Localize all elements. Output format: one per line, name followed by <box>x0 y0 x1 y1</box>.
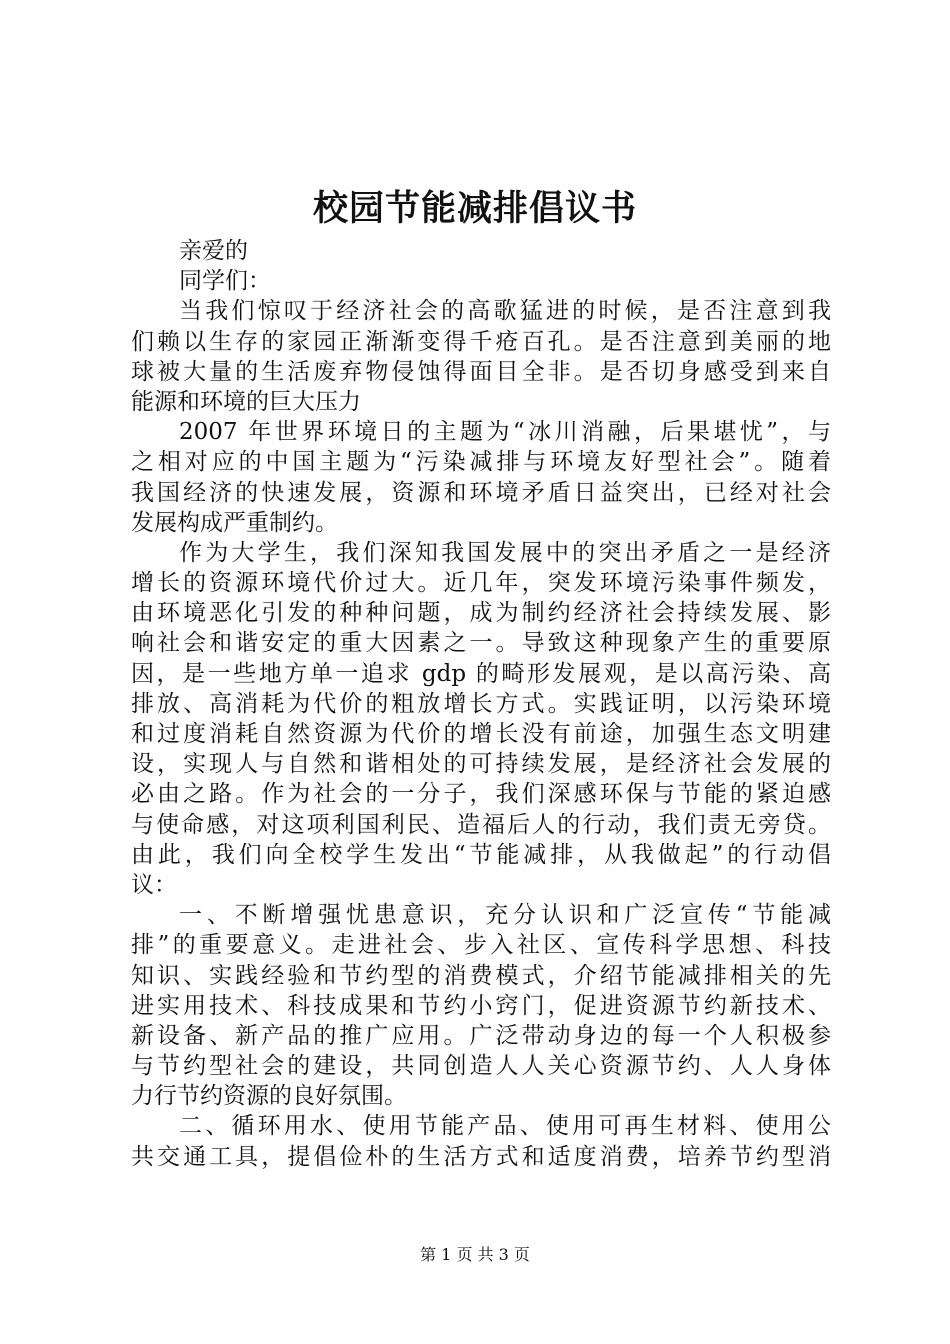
paragraph-line: 增长的资源环境代价过大。近几年，突发环境污染事件频发， <box>131 570 831 597</box>
paragraph-line: 与节约型社会的建设，共同创造人人关心资源节约、人人身体 <box>131 1053 831 1080</box>
paragraph-line: 2007 年世界环境日的主题为“冰川消融，后果堪忧”，与 <box>179 419 831 446</box>
paragraph-line: 和过度消耗自然资源为代价的增长没有前途，加强生态文明建 <box>131 721 831 747</box>
document-title: 校园节能减排倡议书 <box>312 188 637 229</box>
paragraph-line: 作为大学生，我们深知我国发展中的突出矛盾之一是经济 <box>179 539 831 566</box>
paragraph-line: 球被大量的生活废弃物侵蚀得面目全非。是否切身感受到来自 <box>131 358 831 385</box>
paragraph-line: 力行节约资源的良好氛围。 <box>131 1083 407 1110</box>
paragraph-line: 由此，我们向全校学生发出“节能减排，从我做起”的行动倡 <box>131 841 831 868</box>
paragraph-line: 进实用技术、科技成果和节约小窍门，促进资源节约新技术、 <box>131 992 831 1019</box>
paragraph-line: 之相对应的中国主题为“污染减排与环境友好型社会”。随着 <box>131 449 831 476</box>
paragraph-line: 排”的重要意义。走进社会、步入社区、宣传科学思想、科技 <box>131 932 831 959</box>
document-body <box>131 236 831 1172</box>
paragraph-line: 设，实现人与自然和谐相处的可持续发展，是经济社会发展的 <box>131 751 831 778</box>
paragraph-line: 与使命感，对这项利国利民、造福后人的行动，我们责无旁贷。 <box>131 811 831 838</box>
paragraph-line: 由环境恶化引发的种种问题，成为制约经济社会持续发展、影 <box>131 600 831 627</box>
paragraph-line: 新设备、新产品的推广应用。广泛带动身边的每一个人积极参 <box>131 1022 831 1049</box>
page-footer: 第 1 页 共 3 页 <box>420 1245 530 1264</box>
paragraph-line: 当我们惊叹于经济社会的高歌猛进的时候，是否注意到我 <box>179 298 831 325</box>
paragraph-line: 知识、实践经验和节约型的消费模式，介绍节能减排相关的先 <box>131 962 831 989</box>
paragraph-line: 我国经济的快速发展，资源和环境矛盾日益突出，已经对社会 <box>131 479 831 506</box>
paragraph-line: 必由之路。作为社会的一分子，我们深感环保与节能的紧迫感 <box>131 781 831 808</box>
paragraph-line: 共交通工具，提倡俭朴的生活方式和适度消费，培养节约型消 <box>131 1143 831 1170</box>
paragraph-line: 响社会和谐安定的重大因素之一。导致这种现象产生的重要原 <box>131 630 831 657</box>
paragraph-line: 亲爱的 <box>179 238 248 264</box>
paragraph-line: 议： <box>131 871 177 898</box>
paragraph-line: 们赖以生存的家园正渐渐变得千疮百孔。是否注意到美丽的地 <box>131 328 831 355</box>
paragraph-line: 一、不断增强忧患意识，充分认识和广泛宣传“节能减 <box>179 902 831 929</box>
paragraph-line: 二、循环用水、使用节能产品、使用可再生材料、使用公 <box>179 1113 831 1140</box>
paragraph-line: 因，是一些地方单一追求 gdp 的畸形发展观，是以高污染、高 <box>131 660 831 687</box>
paragraph-line: 同学们： <box>179 268 271 295</box>
paragraph-line: 发展构成严重制约。 <box>131 509 338 536</box>
paragraph-line: 能源和环境的巨大压力 <box>131 388 361 415</box>
paragraph-line: 排放、高消耗为代价的粗放增长方式。实践证明，以污染环境 <box>131 690 831 717</box>
